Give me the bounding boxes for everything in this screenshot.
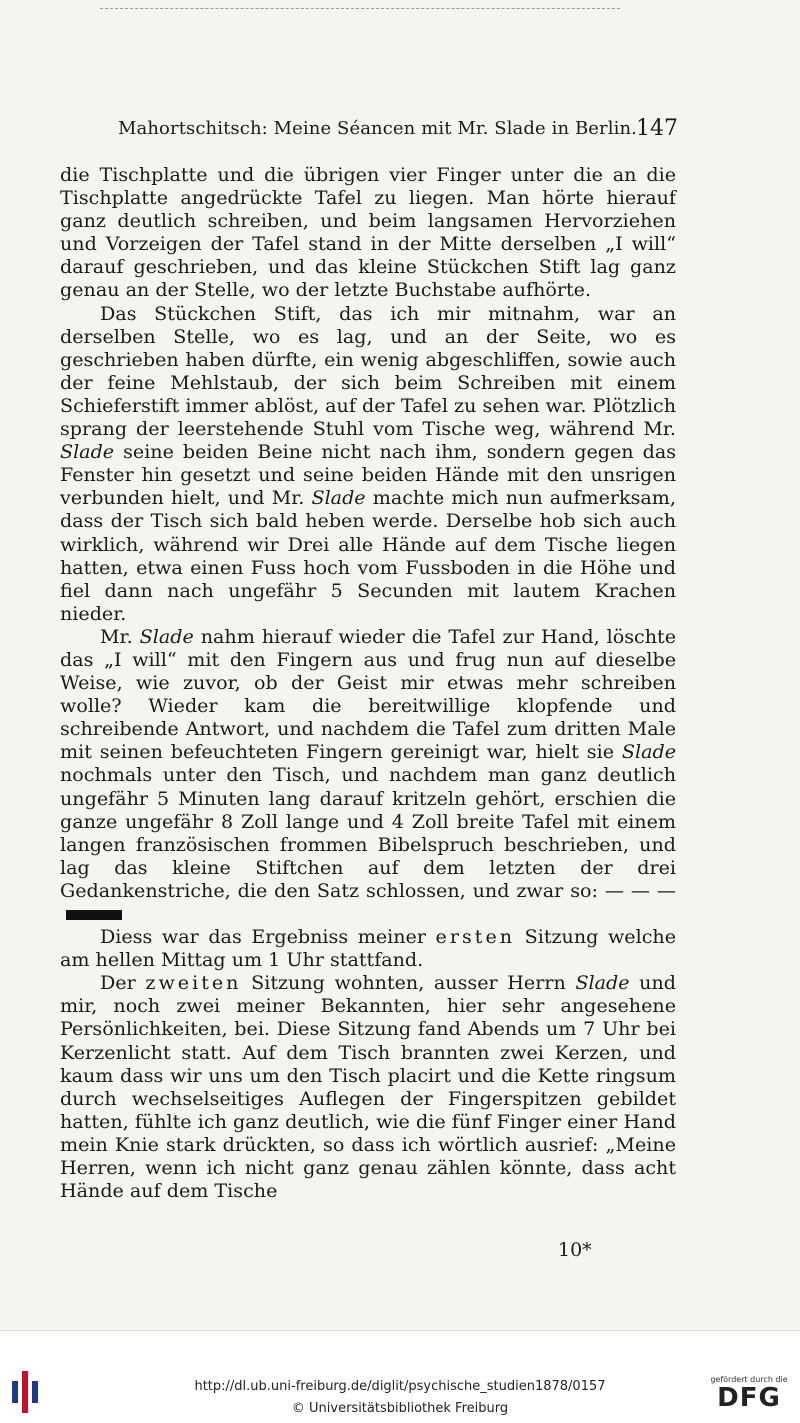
text-run: Mr. [100,624,140,648]
spaced-emphasis: ersten [435,925,516,949]
text-run: und mir, noch zwei meiner Bekannten, hier sehr angesehene Persönlichkeiten, bei. Diese Sitzung fand Abends um 7 Uhr bei Kerzenlicht statt. Auf dem Tisch brannten zwei Kerzen, und kaum dass wir uns um den Tisch placirt und die Kette ringsum durch wechselseitiges Auflegen der Fingerspitzen gebildet hatten, fühlte ich ganz deutlich, wie die fünf Finger einer Hand mein Knie stark drückten, so dass ich wörtlich ausrief: „Meine Herren, wenn ich nicht ganz genau zählen könnte, dass acht Hände auf dem Tische [60,971,676,1203]
text-run: Diess war das Ergebniss meiner [100,925,436,949]
text-run: nochmals unter den Tisch, und nachdem man ganz deutlich ungefähr 5 Minuten lang darauf kritzeln gehört, erschien die ganze ungefähr 8 Zoll lange und 4 Zoll breite Tafel mit einem langen französischen frommen Bibelspruch beschrieben, und lag das kleine Stiftchen auf dem letzten der drei Gedankenstriche, die den Satz schlossen, und zwar so: — — — [60,763,676,902]
paragraph [60,625,676,925]
text-run: machte mich nun aufmerksam, dass der Tisch sich bald heben werde. Derselbe hob sich auch wirklich, während wir Drei alle Hände auf dem Tische liegen hatten, etwa einen Fuss hoch vom Fussboden in die Höhe und fiel dann nach ungefähr 5 Secunden mit lautem Krachen nieder. [60,486,676,625]
running-head [118,118,678,139]
footer-bar [0,1330,800,1423]
italic-name: Slade [139,624,194,648]
paragraph [60,302,676,625]
text-run: Sitzung wohnten, ausser Herrn [241,971,576,995]
footer-copyright: © Universitätsbibliothek Freiburg [291,1401,509,1416]
body-text [60,163,676,1202]
text-run: seine beiden Beine nicht nach ihm, sondern gegen das Fenster hin gesetzt und seine beiden Hände mit den unsrigen verbunden hielt, und Mr. [60,440,676,510]
italic-name: Slade [575,971,630,995]
footer-url[interactable]: http://dl.ub.uni-freiburg.de/diglit/psychische_studien1878/0157 [194,1379,606,1394]
top-rule [100,8,620,10]
text-run: die Tischplatte und die übrigen vier Finger unter die an die Tischplatte angedrückte Tafel zu liegen. Man hörte hierauf ganz deutlich schreiben, und beim langsamen Hervorziehen und Vorzeigen der Tafel stand in der Mitte derselben „I will“ darauf geschrieben, und das kleine Stückchen Stift lag ganz genau an der Stelle, wo der letzte Buchstabe aufhörte. [60,163,676,302]
dfg-logo [706,1375,792,1419]
italic-name: Slade [311,486,366,510]
text-run: Das Stückchen Stift, das ich mir mitnahm, war an derselben Stelle, wo es lag, und an der Seite, wo es geschrieben haben dürfte, ein wenig abgeschliffen, sowie auch der feine Mehlstaub, der sich beim Schreiben mit einem Schieferstift immer ablöst, auf der Tafel zu sehen war. Plötzlich sprang der leerstehende Stuhl vom Tische weg, während Mr. [60,301,676,441]
pencil-stub-mark [66,910,122,920]
text-run: nahm hierauf wieder die Tafel zur Hand, löschte das „I will“ mit den Fingern aus und frug nun auf dieselbe Weise, wie zuvor, ob der Geist mir etwas mehr schreiben wolle? Wieder kam die bereitwillige klopfende und schreibende Antwort, und nachdem die Tafel zum dritten Male mit seinen befeuchteten Fingern gereinigt war, hielt sie [60,624,677,764]
italic-name: Slade [60,440,115,464]
dfg-tagline: gefördert durch die [710,1375,788,1384]
italic-name: Slade [621,740,676,764]
text-run: Der [100,971,146,995]
page-number: 147 [636,116,678,141]
paragraph [60,971,676,1202]
running-title: Mahortschitsch: Meine Séancen mit Mr. Slade in Berlin. [118,118,637,139]
paragraph [60,925,676,971]
paragraph [60,163,676,302]
dfg-wordmark: DFG [717,1383,781,1413]
spaced-emphasis: zweiten [145,971,242,995]
signature-mark: 10* [558,1239,592,1261]
text-run: Sitzung welche am hellen Mittag um 1 Uhr stattfand. [60,925,676,972]
